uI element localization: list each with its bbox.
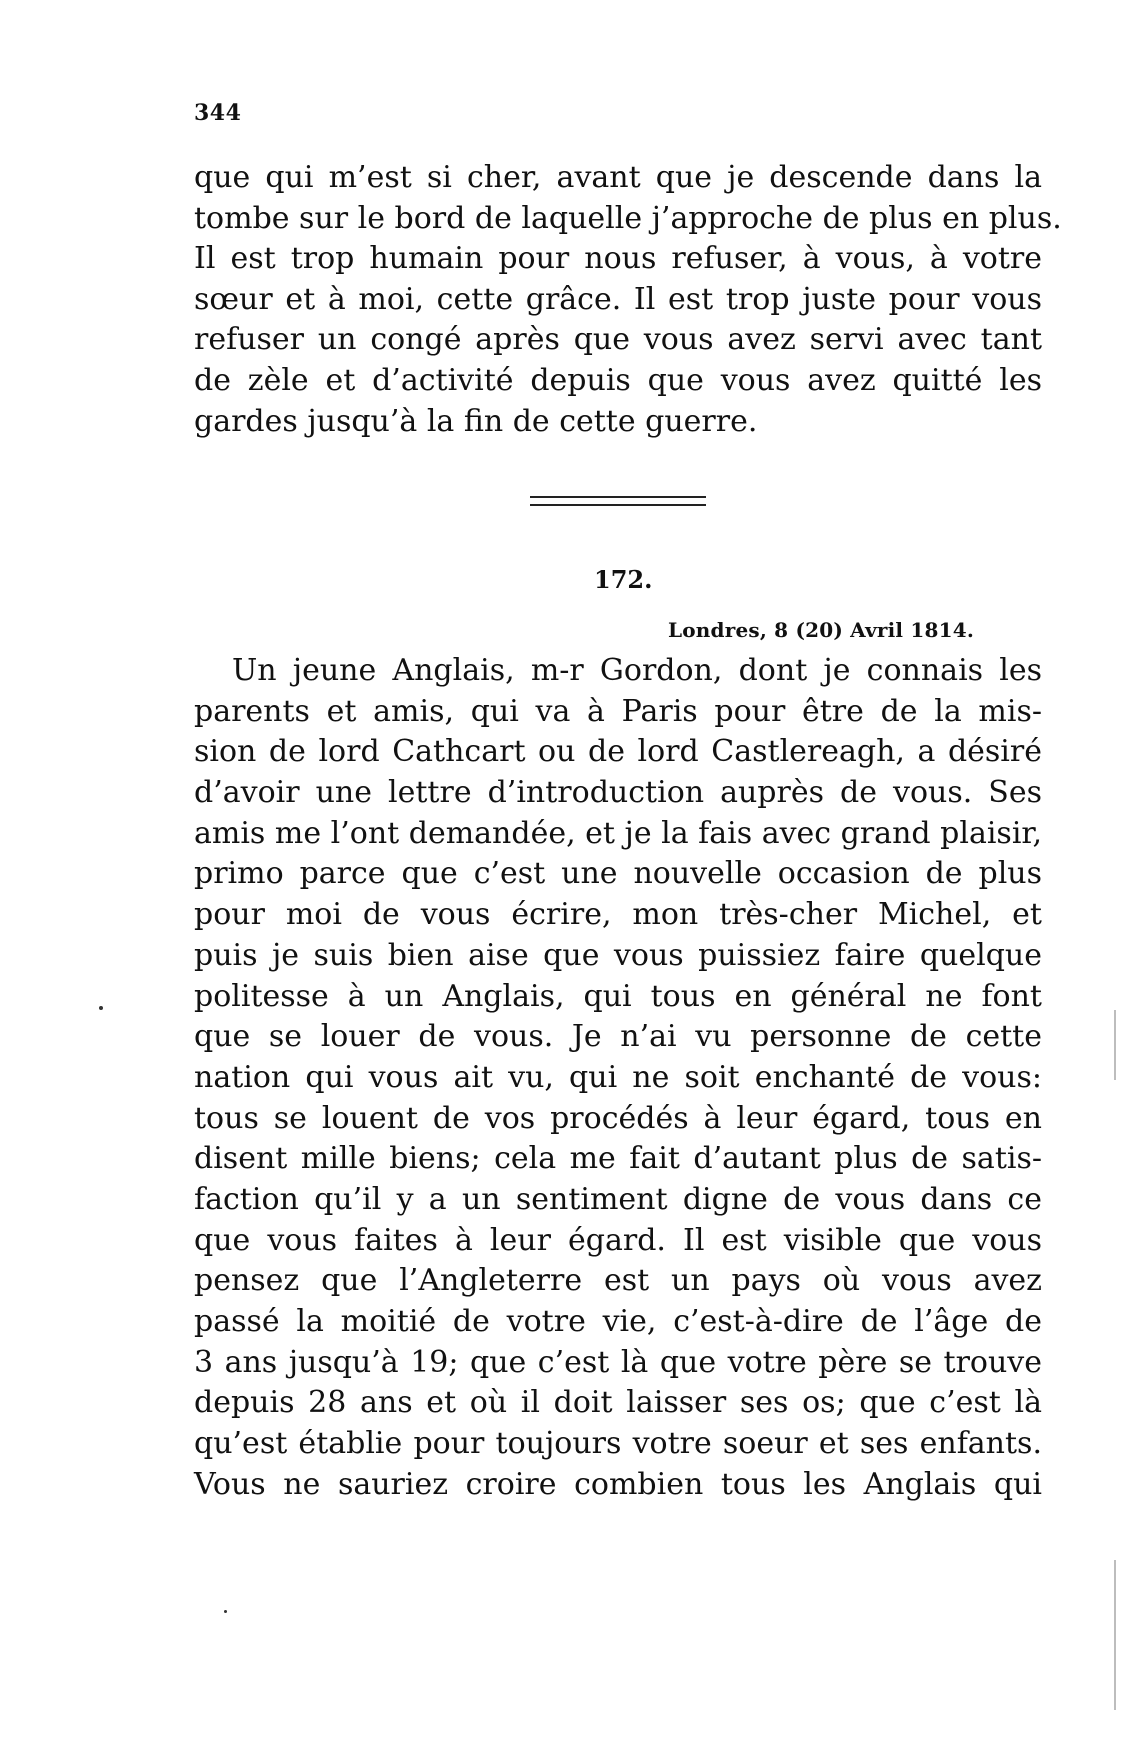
text-line: que vous faites à leur égard. Il est visible que vous	[194, 1222, 1042, 1258]
scan-edge-mark	[1114, 1560, 1116, 1710]
letter-body	[194, 651, 1042, 1505]
text-line: tombe sur le bord de laquelle j’approche de plus en plus.	[194, 200, 1062, 236]
text-line: d’avoir une lettre d’introduction auprès de vous. Ses	[194, 775, 1042, 811]
text-line: puis je suis bien aise que vous puissiez faire quelque	[194, 937, 1042, 973]
text-line: parents et amis, qui va à Paris pour être de la mis-	[194, 693, 1042, 729]
text-line: que se louer de vous. Je n’ai vu personne de cette	[194, 1019, 1042, 1055]
text-line: Un jeune Anglais, m-r Gordon, dont je connais les	[232, 653, 1042, 688]
text-line: tous se louent de vos procédés à leur égard, tous en	[194, 1100, 1042, 1136]
text-line: 3 ans jusqu’à 19; que c’est là que votre père se trouve	[194, 1344, 1042, 1380]
text-line: que qui m’est si cher, avant que je descende dans la	[194, 160, 1042, 195]
text-line: sœur et à moi, cette grâce. Il est trop juste pour vous	[194, 281, 1042, 317]
text-line: de zèle et d’activité depuis que vous avez quitté les	[194, 362, 1042, 398]
text-line: gardes jusqu’à la fin de cette guerre.	[194, 403, 758, 439]
letter-dateline: Londres, 8 (20) Avril 1814.	[668, 618, 975, 642]
text-line: nation qui vous ait vu, qui ne soit enchanté de vous:	[194, 1059, 1042, 1095]
scan-speck	[99, 1006, 103, 1010]
text-line: refuser un congé après que vous avez servi avec tant	[194, 322, 1042, 358]
text-line: disent mille biens; cela me fait d’autant plus de satis-	[194, 1141, 1042, 1177]
text-line: passé la moitié de votre vie, c’est-à-dire de l’âge de	[194, 1304, 1042, 1339]
text-line: pour moi de vous écrire, mon très-cher Michel, et	[194, 897, 1042, 933]
page-number: 344	[194, 100, 242, 126]
text-line: qu’est établie pour toujours votre soeur et ses enfants.	[194, 1426, 1042, 1462]
text-line: faction qu’il y a un sentiment digne de vous dans ce	[194, 1181, 1042, 1217]
text-line: primo parce que c’est une nouvelle occasion de plus	[194, 856, 1042, 892]
scan-edge-mark	[1114, 1010, 1116, 1080]
text-line: amis me l’ont demandée, et je la fais avec grand plaisir,	[194, 815, 1042, 851]
letter-number: 172.	[594, 565, 653, 594]
section-separator	[530, 496, 706, 506]
text-line: sion de lord Cathcart ou de lord Castlereagh, a désiré	[194, 734, 1042, 770]
scan-speck	[224, 1610, 227, 1613]
text-line: politesse à un Anglais, qui tous en général ne font	[194, 978, 1042, 1014]
text-line: Vous ne sauriez croire combien tous les Anglais qui	[194, 1466, 1042, 1502]
text-line: pensez que l’Angleterre est un pays où vous avez	[194, 1263, 1042, 1299]
text-line: depuis 28 ans et où il doit laisser ses os; que c’est là	[194, 1385, 1042, 1421]
text-line: Il est trop humain pour nous refuser, à vous, à votre	[194, 241, 1042, 277]
paragraph-top	[194, 158, 1062, 442]
